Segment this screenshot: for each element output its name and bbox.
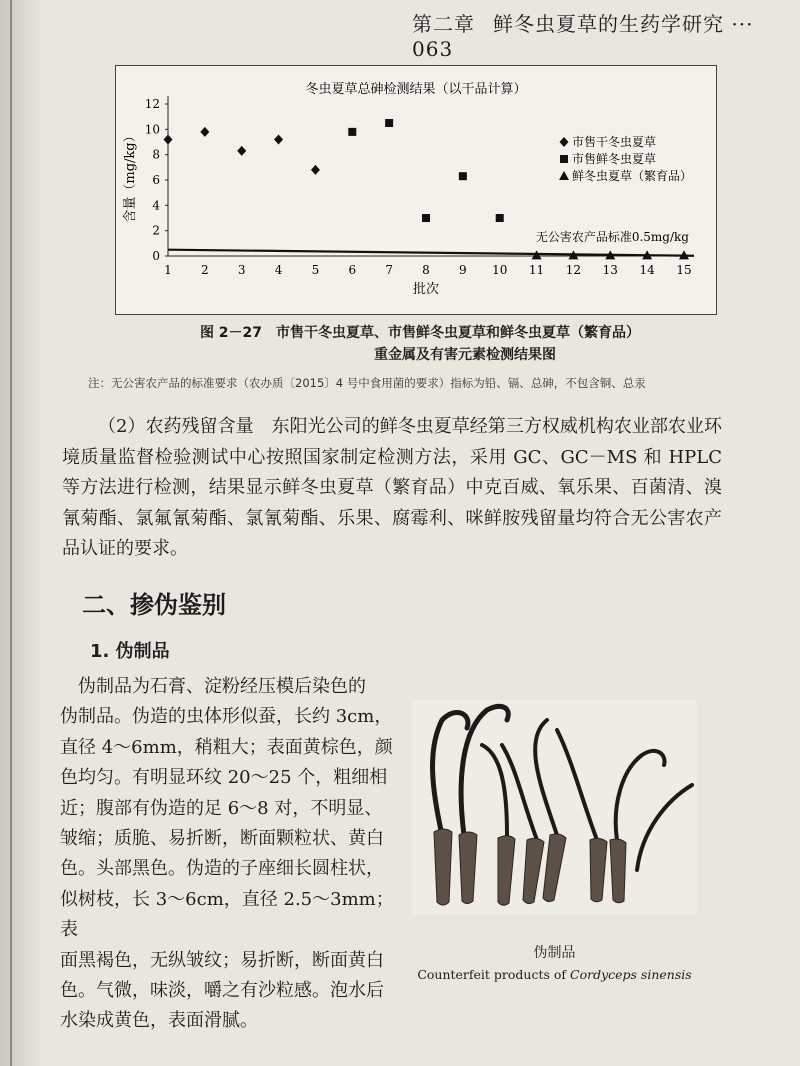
data-point-square: [385, 119, 393, 127]
y-tick-label: 2: [152, 223, 160, 238]
chapter-number: 第二章: [412, 12, 475, 36]
pesticide-text: （2）农药残留含量 东阳光公司的鲜冬虫夏草经第三方权威机构农业部农业环境质量监督检验测试中心按照国家制定检测方法，采用 GC、GC－MS 和 HPLC 等方法进行检测，结果显示鲜冬虫夏草（繁育品）中克百威、氧乐果、百菌清、溴氰菊酯、氯氟氰菊酯、氯氰菊酯、乐果、腐霉利、咪鲜胺残留量均符合无公害农产品认证的要求。: [62, 416, 722, 559]
x-tick-label: 4: [274, 263, 283, 277]
data-point-square: [422, 214, 430, 222]
description-line: 似树枝，长 3～6cm，直径 2.5～3mm；表: [60, 888, 394, 941]
description-line: 伪制品为石膏、淀粉经压模后染色的: [60, 676, 366, 697]
pesticide-paragraph: [62, 412, 722, 565]
y-tick-label: 4: [152, 198, 160, 213]
x-tick-label: 6: [348, 263, 357, 277]
x-tick-label: 7: [385, 263, 393, 277]
photo-caption-en: [412, 964, 697, 986]
data-point-square: [348, 128, 356, 136]
x-tick-label: 1: [164, 263, 172, 277]
data-point-diamond: [237, 146, 246, 156]
chart-frame: [115, 65, 717, 315]
legend-marker-triangle: [559, 171, 569, 180]
page-number: 063: [412, 37, 454, 61]
data-point-diamond: [164, 134, 173, 144]
y-tick-label: 6: [152, 173, 160, 187]
x-tick-label: 9: [459, 263, 467, 277]
x-tick-label: 13: [602, 263, 618, 277]
page-number-dots: ···: [724, 12, 754, 36]
data-point-square: [459, 172, 467, 180]
figure-number: 图 2－27: [199, 325, 263, 341]
photo-caption: [412, 942, 697, 986]
description-line: 伪制品。伪造的虫体形似蚕，长约 3cm，: [60, 706, 393, 728]
y-tick-label: 8: [152, 147, 160, 162]
y-tick-label: 0: [152, 249, 160, 263]
x-axis-label: 批次: [412, 282, 440, 297]
figure-note: 注：无公害农产品的标准要求（农办质〔2015〕4 号中食用菌的要求）指标为铅、镉、总砷，不包含铜、总汞: [88, 376, 646, 390]
x-tick-label: 5: [311, 263, 320, 277]
legend-entry: 鲜冬虫夏草（繁育品）: [572, 169, 693, 183]
arsenic-scatter-chart: [116, 66, 716, 314]
counterfeit-photo: [412, 700, 697, 915]
x-tick-label: 10: [492, 263, 508, 277]
reference-line-label: 无公害农产品标准0.5mg/kg: [535, 229, 689, 244]
description-line: 色。头部黑色。伪造的子座细长圆柱状，: [60, 858, 384, 880]
x-tick-label: 15: [676, 263, 692, 277]
y-tick-label: 12: [144, 97, 160, 111]
subsection-title: 1. 伪制品: [90, 641, 170, 662]
figure-caption: [160, 322, 680, 366]
figure-caption-line1: 市售干冬虫夏草、市售鲜冬虫夏草和鲜冬虫夏草（繁育品）: [276, 325, 641, 341]
description-line: 近；腹部有伪造的足 6～8 对，不明显、: [60, 797, 383, 819]
x-tick-label: 14: [639, 263, 655, 277]
y-axis-label: 含量（mg/kg）: [123, 129, 138, 223]
section-title: 二、掺伪鉴别: [82, 591, 226, 619]
page-binding-edge: [0, 0, 40, 1066]
legend-entry: 市售鲜冬虫夏草: [572, 152, 657, 166]
photo-caption-zh: 伪制品: [533, 945, 576, 961]
photo-caption-en-species: Cordyceps sinensis: [570, 967, 692, 982]
legend-marker-square: [560, 155, 568, 163]
photo-caption-en-prefix: Counterfeit products of: [417, 967, 571, 982]
data-point-diamond: [311, 165, 320, 175]
x-tick-label: 12: [565, 263, 582, 277]
description-line: 色。气微，味淡，嚼之有沙粒感。泡水后: [60, 980, 384, 1002]
data-point-diamond: [200, 127, 209, 137]
legend-marker-diamond: [560, 137, 569, 147]
running-header: [412, 8, 800, 61]
x-tick-label: 3: [237, 263, 246, 277]
y-tick-label: 10: [144, 122, 160, 137]
data-point-square: [496, 214, 504, 222]
reference-line: [168, 250, 694, 256]
x-tick-label: 2: [201, 263, 209, 277]
legend-entry: 市售干冬虫夏草: [572, 135, 657, 149]
description-line: 色均匀。有明显环纹 20～25 个，粗细相: [60, 767, 388, 789]
figure-caption-line2: 重金属及有害元素检测结果图: [374, 347, 556, 363]
x-tick-label: 8: [422, 263, 430, 277]
counterfeit-description: [60, 672, 400, 1037]
data-point-diamond: [274, 134, 283, 144]
description-line: 皱缩；质脆、易折断，断面颗粒状、黄白: [60, 828, 384, 850]
chart-title: 冬虫夏草总砷检测结果（以干品计算）: [305, 82, 527, 97]
description-line: 面黑褐色，无纵皱纹；易折断，断面黄白: [60, 949, 384, 971]
description-line: 直径 4～6mm，稍粗大；表面黄棕色，颜: [60, 736, 393, 758]
x-tick-label: 11: [528, 263, 545, 277]
chapter-title: 鲜冬虫夏草的生药学研究: [493, 12, 724, 36]
description-line: 水染成黄色，表面滑腻。: [60, 1010, 258, 1032]
